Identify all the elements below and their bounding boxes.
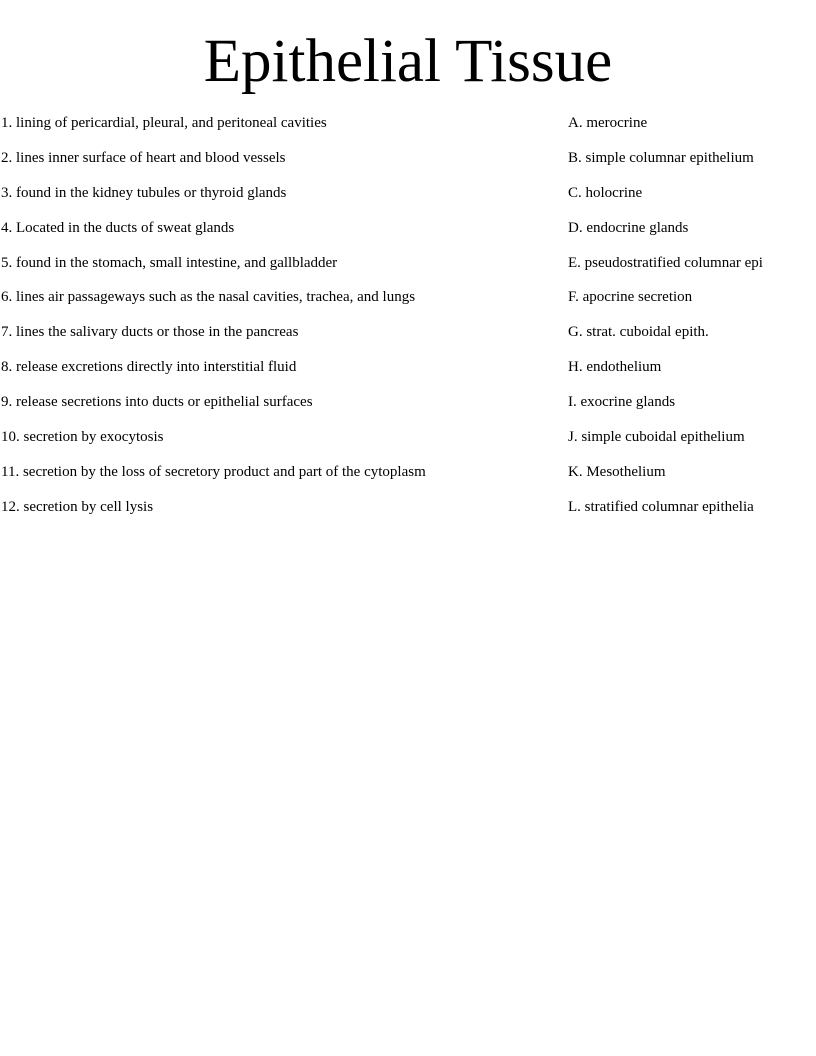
clue-item: 2. lines inner surface of heart and blood vessels — [1, 149, 286, 166]
answer-item: I. exocrine glands — [568, 394, 676, 411]
clue-item: 12. secretion by cell lysis — [1, 498, 154, 515]
clue-item: 9. release secretions into ducts or epithelial surfaces — [1, 394, 313, 411]
clue-item: 3. found in the kidney tubules or thyroid glands — [1, 184, 287, 201]
answer-item: L. stratified columnar epithelia — [568, 498, 754, 515]
answer-item: E. pseudostratified columnar epi — [568, 254, 763, 271]
answer-item: H. endothelium — [568, 359, 662, 376]
answer-item: A. merocrine — [568, 115, 648, 131]
answer-item: G. strat. cuboidal epith. — [568, 324, 709, 341]
answer-item: D. endocrine glands — [568, 219, 689, 236]
clue-list — [1, 114, 551, 533]
clue-item: 1. lining of pericardial, pleural, and peritoneal cavities — [1, 115, 327, 131]
clue-item: 11. secretion by the loss of secretory product and part of the cytoplasm — [1, 463, 426, 480]
clue-item: 10. secretion by exocytosis — [1, 429, 164, 446]
answer-item: B. simple columnar epithelium — [568, 149, 754, 166]
clue-item: 8. release excretions directly into interstitial fluid — [1, 359, 297, 376]
answer-item: F. apocrine secretion — [568, 289, 693, 306]
clue-item: 7. lines the salivary ducts or those in the pancreas — [1, 324, 299, 341]
answer-item: J. simple cuboidal epithelium — [568, 429, 745, 446]
answer-item: K. Mesothelium — [568, 463, 666, 480]
clue-item: 6. lines air passageways such as the nasal cavities, trachea, and lungs — [1, 289, 416, 306]
page-title: Epithelial Tissue — [203, 28, 613, 95]
clue-item: 5. found in the stomach, small intestine, and gallbladder — [1, 254, 338, 271]
clue-item: 4. Located in the ducts of sweat glands — [1, 219, 235, 236]
answer-item: C. holocrine — [568, 184, 643, 201]
answer-list — [568, 114, 816, 533]
